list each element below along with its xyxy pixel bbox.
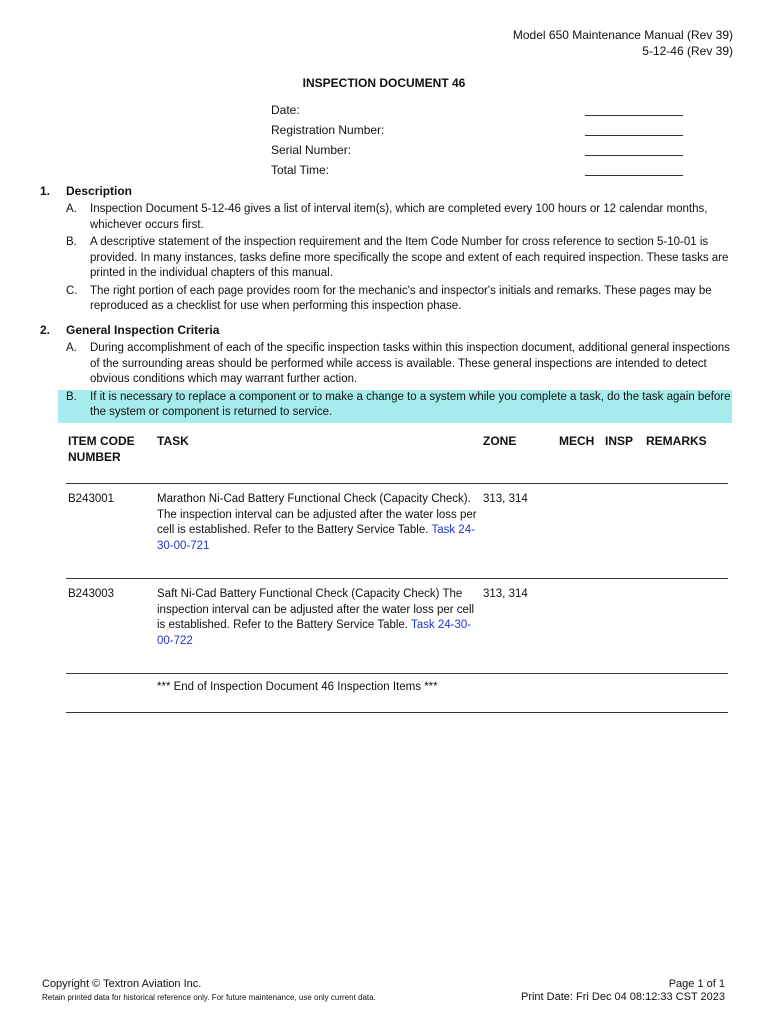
registration-number-label: Registration Number: (271, 123, 385, 137)
table-row (66, 579, 728, 674)
total-time-field[interactable] (271, 163, 683, 183)
copyright-text: Copyright © Textron Aviation Inc. (42, 978, 202, 990)
record-fields (271, 103, 683, 183)
serial-number-field[interactable] (271, 143, 683, 163)
item-label: A. (66, 342, 77, 354)
table-header-row (66, 433, 728, 484)
list-item (66, 284, 730, 317)
item-text: Inspection Document 5-12-46 gives a list of interval item(s), which are completed every 100 hours or 12 calendar months, whichever occurs first. (90, 203, 708, 231)
highlighted-list-item (58, 390, 732, 423)
section-heading (40, 323, 730, 341)
total-time-label: Total Time: (271, 163, 330, 177)
item-code-header: ITEM CODE NUMBER (68, 434, 135, 464)
date-blank[interactable] (585, 103, 683, 116)
registration-number-blank[interactable] (585, 123, 683, 136)
section-title: Description (66, 184, 133, 198)
print-date: Print Date: Fri Dec 04 08:12:33 CST 2023 (520, 991, 725, 1003)
insp-header: INSP (605, 434, 634, 448)
section-number: 1. (40, 184, 51, 198)
task-link[interactable]: Task 24-30-00-722 (157, 619, 472, 647)
remarks-cell[interactable] (644, 579, 728, 674)
registration-number-field[interactable] (271, 123, 683, 143)
document-revision: 5-12-46 (Rev 39) (642, 44, 733, 58)
zone-header: ZONE (483, 434, 517, 448)
task-text: Saft Ni-Cad Battery Functional Check (Capacity Check) The inspection interval can be adjusted after the water loss per cell is established. Refer to the Battery Service Table. (157, 588, 475, 631)
mech-cell[interactable] (557, 579, 603, 674)
insp-cell[interactable] (603, 484, 644, 579)
task-text: Marathon Ni-Cad Battery Functional Check (Capacity Check). The inspection interval can be adjusted after the water loss per cell is established. Refer to the Battery Service Table. (157, 493, 477, 536)
remarks-header: REMARKS (646, 434, 707, 448)
empty-cell (66, 674, 155, 713)
inspection-items-table (66, 433, 728, 713)
document-header (513, 27, 733, 59)
task-header: TASK (157, 434, 189, 448)
task-cell (155, 484, 481, 579)
item-code-cell: B243003 (66, 579, 155, 674)
serial-number-blank[interactable] (585, 143, 683, 156)
date-label: Date: (271, 103, 300, 117)
manual-title: Model 650 Maintenance Manual (Rev 39) (512, 28, 733, 42)
section-title: General Inspection Criteria (66, 323, 220, 337)
section-heading (40, 184, 730, 202)
item-label: A. (66, 203, 77, 215)
total-time-blank[interactable] (585, 163, 683, 176)
remarks-cell[interactable] (644, 484, 728, 579)
end-of-items-text: *** End of Inspection Document 46 Inspection Items *** (155, 674, 728, 713)
list-item (66, 202, 730, 235)
item-text: A descriptive statement of the inspection requirement and the Item Code Number for cross reference to section 5-10-01 is provided. In many instances, tasks define more specifically the scope and extent of each required inspection. These tasks are printed in the individual chapters of this manual. (90, 236, 729, 279)
date-field[interactable] (271, 103, 683, 123)
list-item (66, 235, 730, 284)
insp-cell[interactable] (603, 579, 644, 674)
footer-right (521, 978, 725, 1004)
item-code-cell: B243001 (66, 484, 155, 579)
item-text: The right portion of each page provides room for the mechanic's and inspector's initials and remarks. These pages may be reproduced as a checklist for use when performing this inspection phase. (90, 284, 712, 312)
section-general-inspection-criteria (40, 323, 730, 423)
item-text: If it is necessary to replace a component or to make a change to a system while you complete a task, do the task again before the system or component is returned to service. (90, 390, 731, 418)
table-end-row (66, 674, 728, 713)
zone-cell: 313, 314 (481, 579, 557, 674)
page-title: INSPECTION DOCUMENT 46 (302, 76, 466, 90)
task-cell (155, 579, 481, 674)
item-text: During accomplishment of each of the specific inspection tasks within this inspection document, additional general inspections of the surrounding areas should be performed while access is available. These general inspections are intended to detect obvious conditions which may warrant further action. (90, 342, 730, 385)
item-label: C. (66, 284, 78, 297)
item-label: B. (66, 236, 77, 248)
mech-header: MECH (559, 434, 595, 448)
serial-number-label: Serial Number: (271, 143, 352, 157)
retain-note: Retain printed data for historical reference only. For future maintenance, use only current data. (42, 993, 376, 1002)
item-label: B. (66, 390, 77, 403)
task-link[interactable]: Task 24-30-00-721 (157, 524, 475, 552)
table-row (66, 484, 728, 579)
zone-cell: 313, 314 (481, 484, 557, 579)
list-item (66, 341, 730, 390)
section-description (40, 184, 730, 317)
mech-cell[interactable] (557, 484, 603, 579)
section-number: 2. (40, 323, 51, 337)
footer-left (42, 977, 376, 1005)
page-number: Page 1 of 1 (668, 978, 725, 990)
